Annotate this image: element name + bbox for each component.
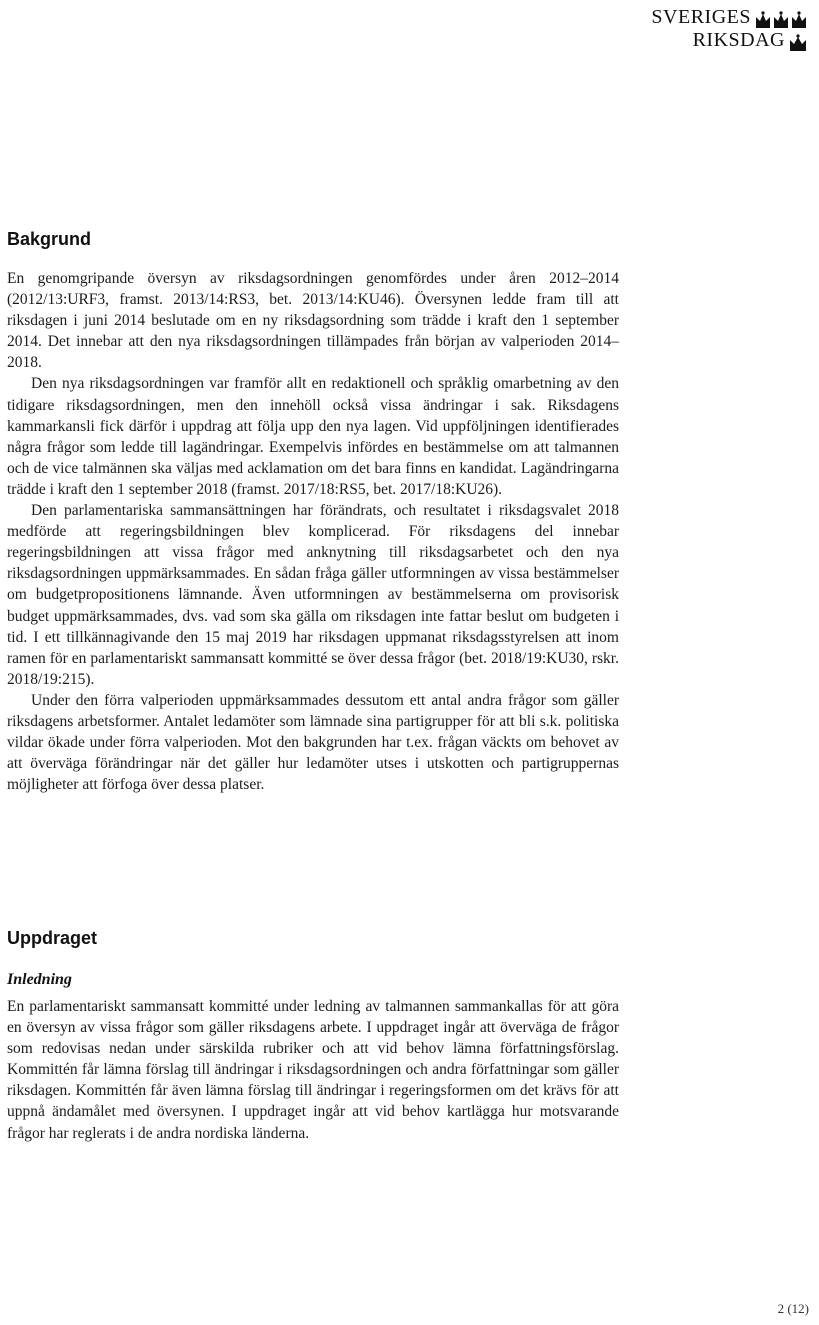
logo-line-riksdag [651, 29, 807, 52]
crown-icon [789, 34, 807, 52]
paragraph: En genomgripande översyn av riksdagsordningen genomfördes under åren 2012–2014 (2012/13:URF3, framst. 2013/14:RS3, bet. 2013/14:KU46). Översynen ledde fram till att riksdagen i juni 2014 beslutade om en ny riksdagsordning som trädde i kraft den 1 september 2014. Det innebar att den nya riksdagsordningen tillämpades från början av valperioden 2014–2018. [7, 270, 619, 372]
uppdraget-body [7, 996, 619, 1144]
logo-text-riksdag: RIKSDAG [692, 29, 785, 51]
logo-text-sveriges: SVERIGES [651, 6, 751, 28]
paragraph: Den parlamentariska sammansättningen har förändrats, och resultatet i riksdagsvalet 2018 medförde att regeringsbildningen blev komplicerad. För riksdagens del innebar regeringsbildningen att vissa frågor med anknytning till riksdagsarbetet och den nya riksdagsordningen uppmärksammades. En sådan fråga gäller utformningen av vissa bestämmelser om budgetpropositionens lämnande. Även utformningen av bestämmelserna om provisorisk budget uppmärksammades, dvs. vad som ska gälla om riksdagen inte fattar beslut om budgeten i tid. I ett tillkännagivande den 15 maj 2019 har riksdagen uppmanat riksdagsstyrelsen att inom ramen för en parlamentariskt sammansatt kommitté se över dessa frågor (bet. 2018/19:KU30, rskr. 2018/19:215). [7, 502, 619, 688]
bakgrund-body [7, 268, 619, 795]
page-number: 2 (12) [777, 1301, 809, 1316]
riksdag-logo [651, 6, 807, 52]
crown-icon [755, 11, 807, 29]
section-heading-bakgrund: Bakgrund [7, 229, 92, 249]
paragraph: Under den förra valperioden uppmärksammades dessutom ett antal andra frågor som gäller riksdagens arbetsformer. Antalet ledamöter som lämnade sina partigrupper för att bli s.k. politiska vildar ökade under förra valperioden. Mot den bakgrunden har t.ex. frågan väckts om behovet av att överväga förändringar när det gäller hur ledamöter utses i utskotten och partigruppernas möjligheter att förfoga över dessa platser. [7, 691, 619, 794]
logo-line-sveriges [651, 6, 807, 29]
subheading-inledning: Inledning [7, 971, 72, 988]
paragraph: En parlamentariskt sammansatt kommitté under ledning av talmannen sammankallas för att göra en översyn av vissa frågor som gäller riksdagens arbete. I uppdraget ingår att överväga de frågor som redovisas nedan under särskilda rubriker och att vid behov lämna författningsförslag. Kommittén får lämna förslag till ändringar i riksdagsordningen och andra författningar som gäller riksdagen. Kommittén får även lämna förslag till ändringar i regeringsformen om det krävs för att uppnå ändamålet med översynen. I uppdraget ingår att vid behov kartlägga hur motsvarande frågor har reglerats i de andra nordiska länderna. [7, 998, 619, 1142]
section-heading-uppdraget: Uppdraget [7, 928, 97, 948]
paragraph: Den nya riksdagsordningen var framför allt en redaktionell och språklig omarbetning av den tidigare riksdagsordningen, men den innehöll också vissa ändringar i sak. Riksdagens kammarkansli fick därför i uppdrag att följa upp den nya lagen. Vid uppföljningen identifierades några frågor som ledde till lagändringar. Exempelvis infördes en bestämmelse om att talmannen och de vice talmännen ska väljas med acklamation om det bara finns en kandidat. Lagändringarna trädde i kraft den 1 september 2018 (framst. 2017/18:RS5, bet. 2017/18:KU26). [7, 375, 619, 498]
